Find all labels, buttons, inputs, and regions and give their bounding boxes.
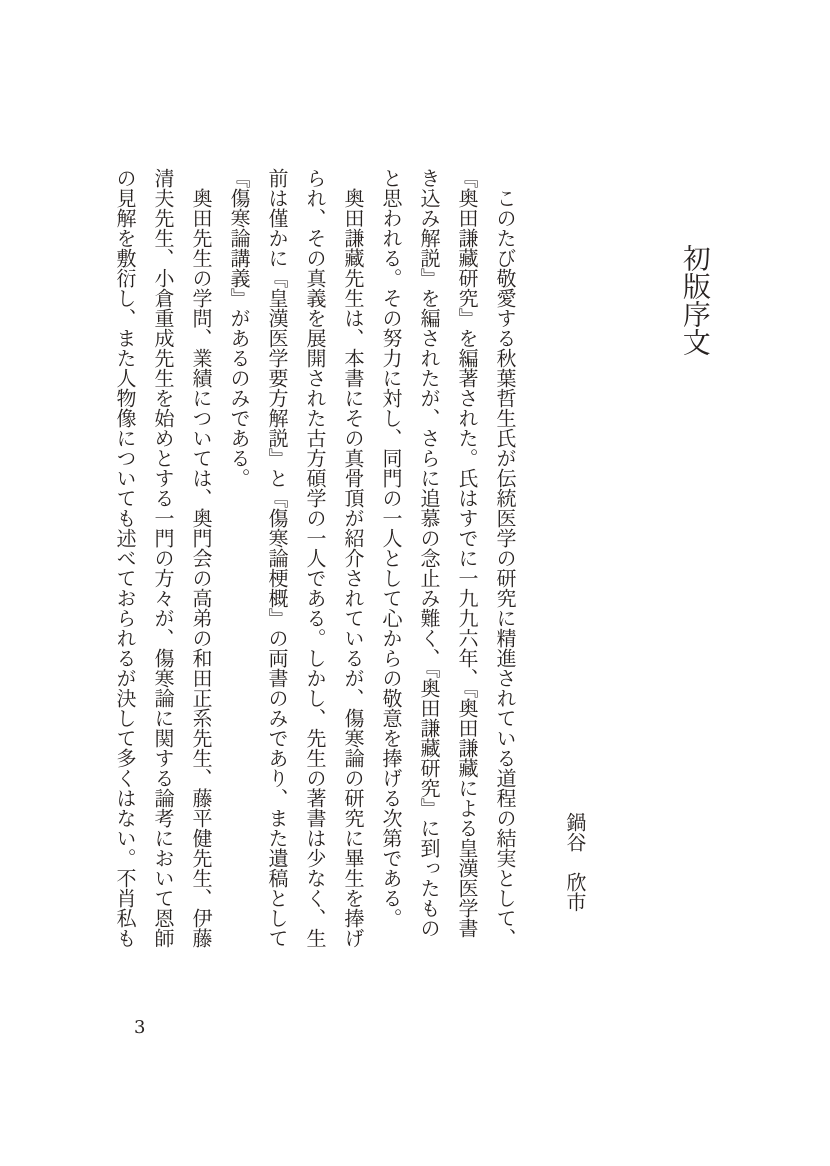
preface-body [106,168,524,948]
chapter-title: 初版序文 [678,244,712,356]
author-name: 鍋谷 欣市 [563,812,587,912]
paragraph: 奥田謙藏先生は、本書にその真骨頂が紹介されているが、傷寒論の研究に畢生を捧げられ、その真義を展開された古方碩学の一人である。しかし、先生の著書は少なく、生前は僅かに『皇漢医学要方解説』と『傷寒論梗概』の両書のみであり、また遺稿として『傷寒論講義』があるのみである。 [227,168,365,948]
page-number: 3 [134,1017,146,1038]
paragraph: このたび敬愛する秋葉哲生氏が伝統医学の研究に精進されている道程の結実として、『奥田謙藏研究』を編著された。氏はすでに一九九六年、『奥田謙藏による皇漢医学書き込み解説』を編されたが、さらに追慕の念止み難く、『奥田謙藏研究』に到ったものと思われる。その努力に対し、同門の一人として心からの敬意を捧げる次第である。 [379,168,517,948]
paragraph: 奥田先生の学問、業績については、奥門会の高弟の和田正系先生、藤平健先生、伊藤清夫先生、小倉重成先生を始めとする一門の方々が、傷寒論に関する論考において恩師の見解を敷衍し、また人物像についても述べておられるが決して多くはない。不肖私も [113,168,213,948]
